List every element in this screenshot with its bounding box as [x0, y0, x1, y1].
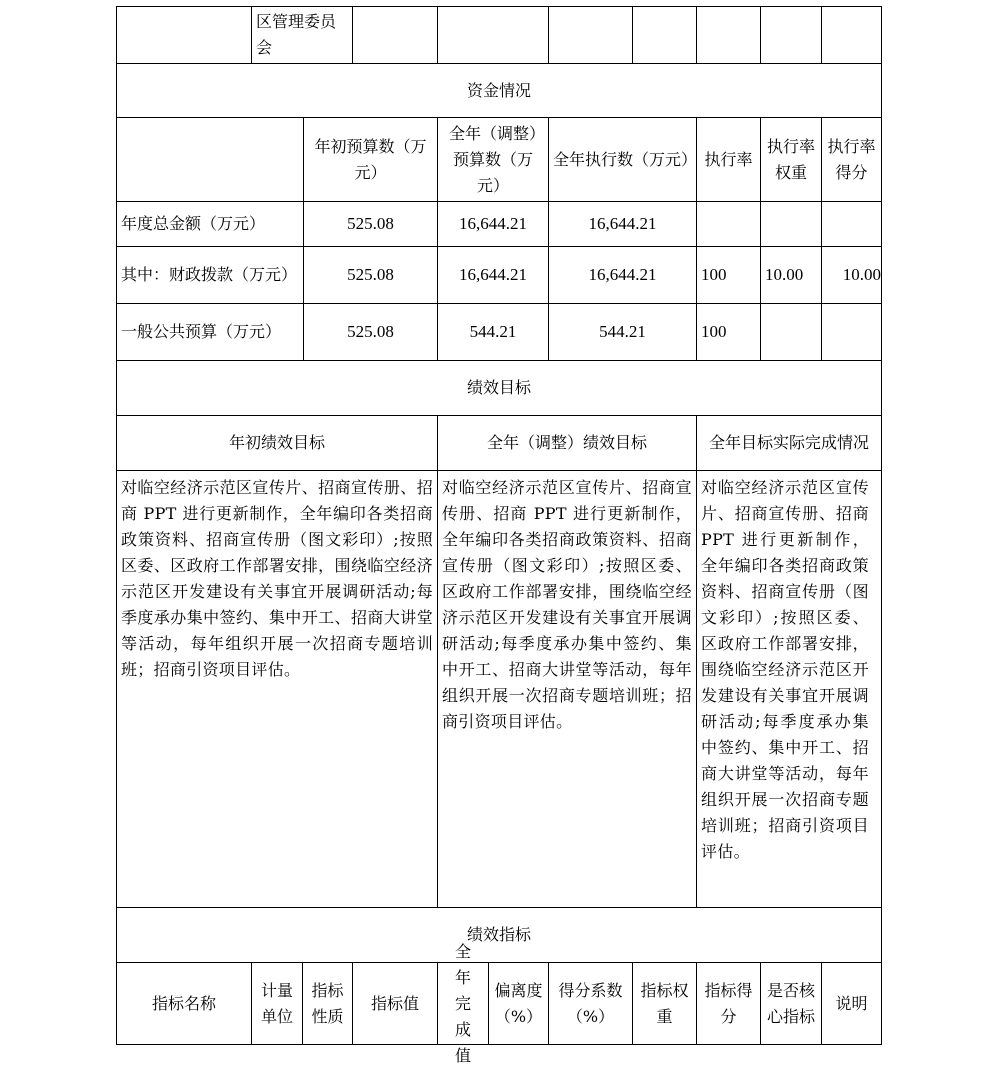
header-execution-rate [696, 117, 760, 201]
cell-value: 10.00 [765, 265, 804, 284]
cell-value: 525.08 [347, 214, 394, 233]
header-executed [548, 117, 696, 201]
ind-header-weight [632, 962, 696, 1044]
ind-header-value-text: 指标值 [370, 993, 419, 1013]
ind-header-coefficient [548, 962, 632, 1044]
funding-header-blank [116, 117, 303, 201]
indicators-section-title [116, 907, 881, 962]
funding-cell-rate [696, 303, 760, 360]
table-right-border [881, 6, 882, 1045]
top-row-cell-9 [821, 6, 881, 63]
cell-value: 100 [701, 265, 727, 284]
funding-cell-adjusted [437, 201, 548, 246]
funding-cell-score [821, 246, 881, 303]
funding-cell-initial [303, 201, 437, 246]
cell-value: 525.08 [347, 265, 394, 284]
funding-cell-adjusted [437, 303, 548, 360]
top-row-cell-4 [437, 6, 548, 63]
cell-value: 10.00 [842, 265, 881, 284]
goals-section-title [116, 360, 881, 415]
ind-header-coefficient-text: 得分系数（%） [558, 980, 623, 1026]
funding-cell-initial [303, 246, 437, 303]
cell-value: 16,644.21 [588, 265, 657, 284]
funding-title-text: 资金情况 [466, 80, 531, 100]
header-execution-rate-text: 执行率 [704, 149, 753, 169]
top-row-cell-7 [696, 6, 760, 63]
ind-header-weight-text: 指标权重 [640, 980, 689, 1026]
funding-cell-score [821, 303, 881, 360]
ind-header-deviation [488, 962, 548, 1044]
top-row-cell-1 [116, 6, 251, 63]
ind-header-value [352, 962, 437, 1044]
header-rate-weight [760, 117, 821, 201]
header-rate-weight-text: 执行率权重 [767, 136, 816, 182]
header-initial-budget [303, 117, 437, 201]
top-row-cell-6 [632, 6, 696, 63]
funding-cell-score [821, 201, 881, 246]
ind-header-score-text: 指标得分 [704, 980, 753, 1026]
goals-header-actual-text: 全年目标实际完成情况 [708, 433, 869, 452]
cell-value: 100 [701, 322, 727, 341]
goals-text-actual [696, 470, 881, 907]
goals-header-adjusted-text: 全年（调整）绩效目标 [486, 433, 647, 452]
goals-title-text: 绩效目标 [466, 378, 531, 397]
row-label-text: 其中：财政拨款（万元） [121, 265, 298, 284]
row-label-text: 一般公共预算（万元） [121, 322, 282, 341]
cell-value: 544.21 [469, 322, 517, 341]
dept-name: 区管理委员会 [256, 12, 337, 57]
top-row-cell-8 [760, 6, 821, 63]
ind-header-deviation-text: 偏离度（%） [494, 980, 543, 1026]
goals-header-adjusted [437, 415, 696, 470]
funding-cell-weight [760, 246, 821, 303]
funding-row-label [116, 303, 303, 360]
cell-value: 16,644.21 [459, 265, 527, 284]
dept-name-cell [251, 6, 352, 63]
row-label-text: 年度总金额（万元） [121, 214, 266, 233]
cell-value: 544.21 [599, 322, 646, 341]
funding-cell-executed [548, 201, 696, 246]
cell-value: 16,644.21 [588, 214, 657, 233]
header-adjusted-budget [437, 117, 548, 201]
ind-header-note [821, 962, 881, 1044]
funding-row-label [116, 201, 303, 246]
header-rate-score-text: 执行率得分 [827, 136, 876, 182]
goals-text-adjusted [437, 470, 696, 907]
ind-header-nature [302, 962, 352, 1044]
ind-header-unit-text: 计量单位 [260, 980, 293, 1026]
funding-cell-executed [548, 303, 696, 360]
cell-value: 16,644.21 [459, 214, 527, 233]
top-row-cell-3 [352, 6, 437, 63]
funding-cell-executed [548, 246, 696, 303]
goals-header-initial-text: 年初绩效目标 [228, 433, 325, 452]
funding-cell-initial [303, 303, 437, 360]
goals-text-adjusted-content: 对临空经济示范区宣传片、招商宣传册、招商 PPT 进行更新制作，全年编印各类招商政策资料、招商宣传册（图文彩印）;按照区委、区政府工作部署安排，围绕临空经济示范区开发建设有关事宜开展调研活动;每季度承办集中签约、集中开工、招商大讲堂等活动，每年组织开展一次招商专题培训班；招商引资项目评估。 [442, 478, 692, 731]
top-row-cell-5 [548, 6, 632, 63]
indicators-title-text: 绩效指标 [466, 925, 531, 944]
goals-header-actual [696, 415, 881, 470]
header-executed-text: 全年执行数（万元） [553, 149, 698, 169]
goals-text-actual-content: 对临空经济示范区宣传片、招商宣传册、招商 PPT 进行更新制作，全年编印各类招商政策资料、招商宣传册（图文彩印）;按照区委、区政府工作部署安排，围绕临空经济示范区开发建设有关事宜开展调研活动;每季度承办集中签约、集中开工、招商大讲堂等活动，每年组织开展一次招商专题培训班；招商引资项目评估。 [701, 478, 869, 861]
funding-cell-rate [696, 246, 760, 303]
funding-cell-adjusted [437, 246, 548, 303]
table-bottom-border [116, 1044, 882, 1045]
ind-header-completed [437, 941, 488, 1065]
ind-header-name [116, 962, 251, 1044]
header-adjusted-budget-text: 全年（调整）预算数（万元） [448, 123, 537, 195]
goals-text-initial [116, 470, 437, 907]
ind-header-core [760, 962, 821, 1044]
goals-header-initial [116, 415, 437, 470]
funding-section-title [116, 63, 881, 117]
funding-cell-weight [760, 201, 821, 246]
goals-text-initial-content: 对临空经济示范区宣传片、招商宣传册、招商 PPT 进行更新制作，全年编印各类招商政策资料、招商宣传册（图文彩印）;按照区委、区政府工作部署安排，围绕临空经济示范区开发建设有关事宜开展调研活动;每季度承办集中签约、集中开工、招商大讲堂等活动，每年组织开展一次招商专题培训班；招商引资项目评估。 [121, 478, 433, 679]
funding-row-label [116, 246, 303, 303]
funding-cell-rate [696, 201, 760, 246]
funding-cell-weight [760, 303, 821, 360]
ind-header-unit [251, 962, 302, 1044]
header-rate-score [821, 117, 881, 201]
cell-value: 525.08 [347, 322, 394, 341]
header-initial-budget-text: 年初预算数（万元） [314, 136, 427, 182]
ind-header-completed-text: 全年完成值 [454, 941, 471, 1065]
ind-header-core-text: 是否核心指标 [766, 980, 815, 1026]
ind-header-score [696, 962, 760, 1044]
ind-header-nature-text: 指标性质 [311, 980, 344, 1026]
ind-header-note-text: 说明 [835, 993, 868, 1013]
ind-header-name-text: 指标名称 [151, 993, 216, 1013]
